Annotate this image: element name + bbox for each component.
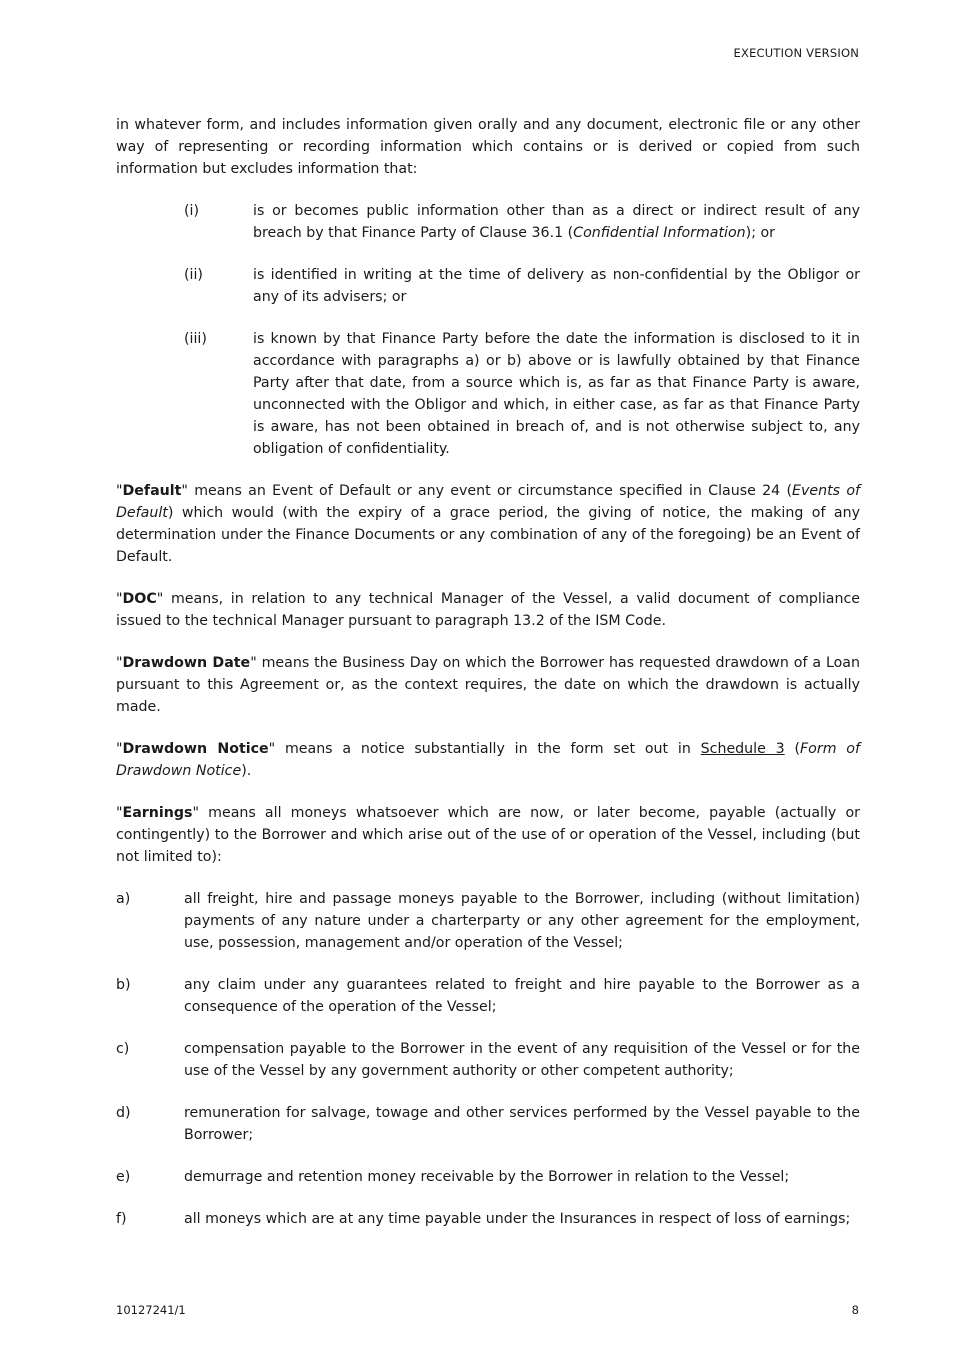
definition-doc: "DOC" means, in relation to any technical Manager of the Vessel, a valid document of compliance issued to the technical Manager pursuant to paragraph 13.2 of the ISM Code. <box>116 591 860 629</box>
exclusion-text: is known by that Finance Party before the date the information is disclosed to it in accordance with paragraphs a) or b) above or is lawfully obtained by that Finance Party after that date, from a source which is, as far as that Finance Party is aware, unconnected with the Obligor and which, in either case, as far as that Finance Party is aware, has not been obtained in breach of, and is not otherwise subject to, any obligation of confidentiality. <box>253 331 860 457</box>
earnings-item-letter: d) <box>116 1105 131 1121</box>
definition-drawdown-notice: "Drawdown Notice" means a notice substantially in the form set out in Schedule 3 (Form of Drawdown Notice). <box>116 741 860 779</box>
earnings-item-letter: e) <box>116 1169 131 1185</box>
page-number: 8 <box>851 1303 859 1317</box>
exclusion-number: (ii) <box>184 267 203 283</box>
earnings-item-b <box>116 974 860 1018</box>
earnings-item-e <box>116 1166 860 1188</box>
earnings-item-c <box>116 1038 860 1082</box>
earnings-item-text: compensation payable to the Borrower in the event of any requisition of the Vessel or for the use of the Vessel by any government authority or other competent authority; <box>184 1041 860 1079</box>
intro-paragraph: in whatever form, and includes information given orally and any document, electronic file or any other way of representing or recording information which contains or is derived or copied from such information but excludes information that: <box>116 117 860 177</box>
exclusion-number: (i) <box>184 203 200 219</box>
exclusion-item-i <box>184 200 860 244</box>
earnings-item-text: demurrage and retention money receivable by the Borrower in relation to the Vessel; <box>184 1169 790 1185</box>
earnings-item-letter: f) <box>116 1211 127 1227</box>
schedule-3-link[interactable]: Schedule 3 <box>700 741 785 757</box>
definition-earnings: "Earnings" means all moneys whatsoever which are now, or later become, payable (actually or contingently) to the Borrower and which arise out of the use of or operation of the Vessel, including (but not limited to): <box>116 805 860 865</box>
exclusion-item-iii <box>184 328 860 460</box>
earnings-item-text: remuneration for salvage, towage and other services performed by the Vessel payable to the Borrower; <box>184 1105 860 1143</box>
exclusion-number: (iii) <box>184 331 207 347</box>
earnings-item-f <box>116 1208 860 1230</box>
earnings-item-text: all moneys which are at any time payable under the Insurances in respect of loss of earnings; <box>184 1211 851 1227</box>
earnings-item-letter: c) <box>116 1041 130 1057</box>
definition-drawdown-date: "Drawdown Date" means the Business Day on which the Borrower has requested drawdown of a Loan pursuant to this Agreement or, as the context requires, the date on which the drawdown is actually made. <box>116 655 860 715</box>
document-body <box>116 114 860 1250</box>
execution-version-header: EXECUTION VERSION <box>733 46 859 60</box>
exclusion-text: is or becomes public information other than as a direct or indirect result of any breach by that Finance Party of Clause 36.1 (Confidential Information); or <box>253 203 860 241</box>
earnings-item-a <box>116 888 860 954</box>
exclusion-item-ii <box>184 264 860 308</box>
earnings-item-text: all freight, hire and passage moneys payable to the Borrower, including (without limitation) payments of any nature under a charterparty or any other agreement for the employment, use, possession, management and/or operation of the Vessel; <box>184 891 860 951</box>
earnings-item-letter: a) <box>116 891 131 907</box>
earnings-item-letter: b) <box>116 977 131 993</box>
exclusion-text: is identified in writing at the time of delivery as non-confidential by the Obligor or any of its advisers; or <box>253 267 860 305</box>
definition-default: "Default" means an Event of Default or any event or circumstance specified in Clause 24 (Events of Default) which would (with the expiry of a grace period, the giving of notice, the making of any determination under the Finance Documents or any combination of any of the foregoing) be an Event of Default. <box>116 483 860 565</box>
earnings-item-text: any claim under any guarantees related to freight and hire payable to the Borrower as a consequence of the operation of the Vessel; <box>184 977 860 1015</box>
earnings-item-d <box>116 1102 860 1146</box>
document-reference: 10127241/1 <box>116 1303 186 1317</box>
